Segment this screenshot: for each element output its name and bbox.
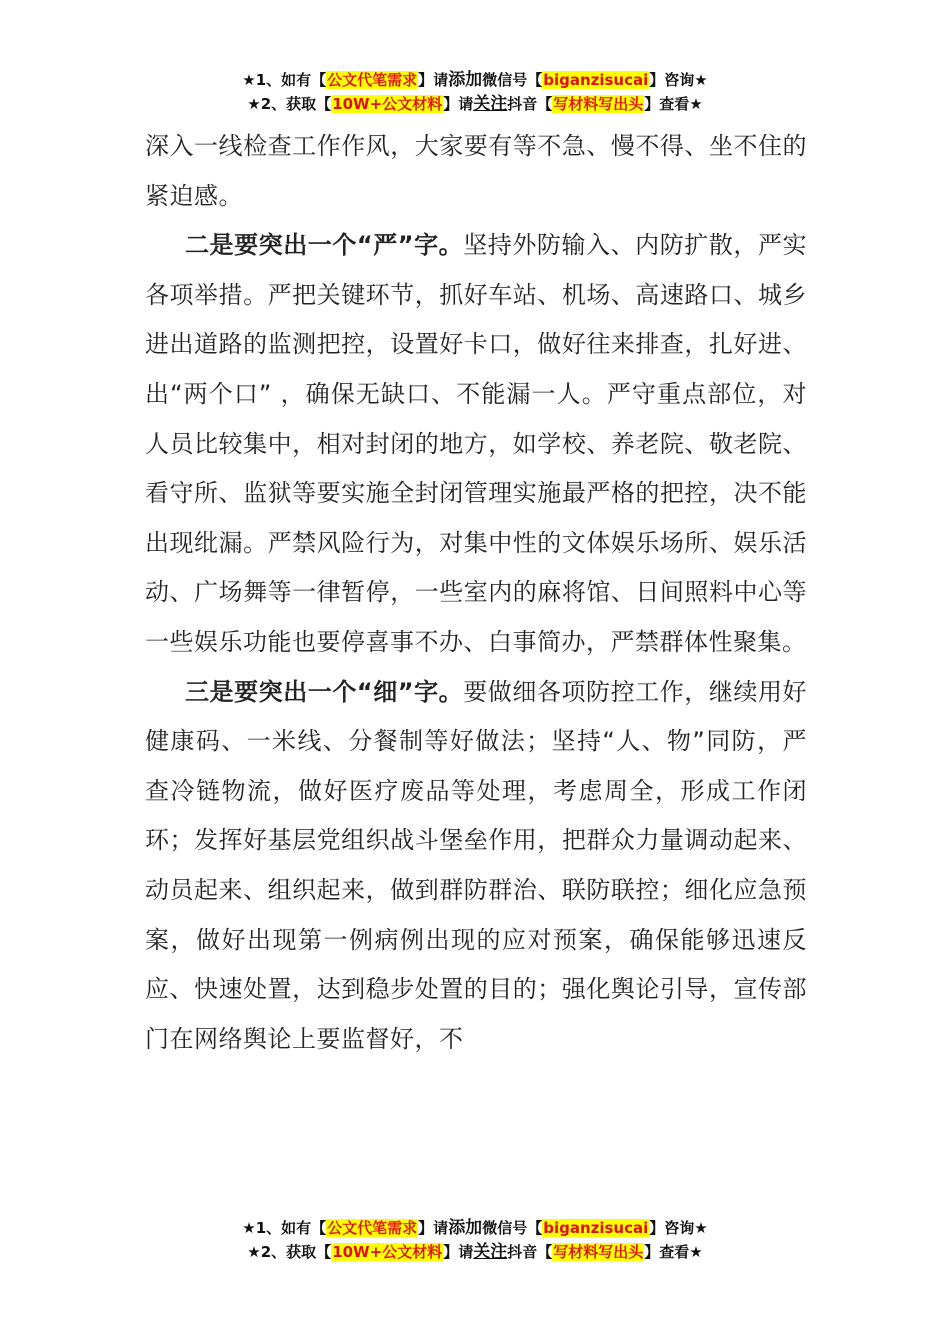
- banner-line-2: [0, 1240, 950, 1264]
- banner-text: 微信号【: [482, 71, 543, 89]
- highlight-service: 公文代笔需求: [327, 71, 418, 89]
- banner-text: 】查看★: [644, 1243, 703, 1261]
- banner-text: 】请: [418, 1219, 449, 1237]
- banner-text: 】咨询★: [649, 71, 708, 89]
- banner-text: 抖音【: [507, 95, 553, 113]
- paragraph-3-heading: 三是要突出一个“细”字。: [185, 677, 464, 706]
- paragraph-1: 深入一线检查工作作风，大家要有等不急、慢不得、坐不住的紧迫感。: [145, 132, 807, 210]
- paragraph-2-heading: 二是要突出一个“严”字。: [185, 231, 464, 260]
- highlight-materials: 10W+公文材料: [332, 1243, 443, 1261]
- footer-banner: [0, 1216, 950, 1264]
- banner-emphasis: 添加: [448, 1218, 483, 1238]
- banner-emphasis: 关注: [473, 1242, 508, 1262]
- banner-emphasis: 关注: [473, 94, 508, 114]
- banner-text: ★2、获取【: [247, 95, 332, 113]
- banner-text: ★2、获取【: [247, 1243, 332, 1261]
- banner-text: 微信号【: [482, 1219, 543, 1237]
- highlight-service: 公文代笔需求: [327, 1219, 418, 1237]
- header-banner: [0, 68, 950, 116]
- paragraph-3-text: 要做细各项防控工作，继续用好健康码、一米线、分餐制等好做法；坚持“人、物”同防，严查冷链物流，做好医疗废品等处理，考虑周全，形成工作闭环；发挥好基层党组织战斗堡垒作用，把群众力量调动起来、动员起来、组织起来，做到群防群治、联防联控；细化应急预案，做好出现第一例病例出现的应对预案，确保能够迅速反应、快速处置，达到稳步处置的目的；强化舆论引导，宣传部门在网络舆论上要监督好，不: [145, 677, 808, 1053]
- banner-line-1: [0, 68, 950, 92]
- paragraph-2-text: 坚持外防输入、内防扩散，严实各项举措。严把关键环节，抓好车站、机场、高速路口、城乡进出道路的监测把控，设置好卡口，做好往来排查，扎好进、出“两个口” ，确保无缺口、不能漏一人。严守重点部位，对人员比较集中，相对封闭的地方，如学校、养老院、敬老院、看守所、监狱等要实施全封闭管理实施最严格的把控，决不能出现纰漏。严禁风险行为，对集中性的文体娱乐场所、娱乐活动、广场舞等一律暂停，一些室内的麻将馆、日间照料中心等一些娱乐功能也要停喜事不办、白事简办，严禁群体性聚集。: [145, 231, 808, 656]
- banner-text: 抖音【: [507, 1243, 553, 1261]
- paragraph-2: [145, 221, 807, 667]
- banner-emphasis: 添加: [448, 70, 483, 90]
- highlight-douyin-id: 写材料写出头: [553, 95, 644, 113]
- highlight-wechat-id: biganzisucai: [543, 71, 649, 89]
- banner-text: ★1、如有【: [242, 1219, 327, 1237]
- banner-text: 】请: [443, 1243, 474, 1261]
- banner-text: 】咨询★: [649, 1219, 708, 1237]
- banner-line-1: [0, 1216, 950, 1240]
- banner-line-2: [0, 92, 950, 116]
- document-body: [145, 122, 807, 1064]
- highlight-wechat-id: biganzisucai: [543, 1219, 649, 1237]
- banner-text: 】请: [443, 95, 474, 113]
- banner-text: 】请: [418, 71, 449, 89]
- banner-text: ★1、如有【: [242, 71, 327, 89]
- banner-text: 】查看★: [644, 95, 703, 113]
- highlight-materials: 10W+公文材料: [332, 95, 443, 113]
- paragraph-3: [145, 668, 807, 1065]
- highlight-douyin-id: 写材料写出头: [553, 1243, 644, 1261]
